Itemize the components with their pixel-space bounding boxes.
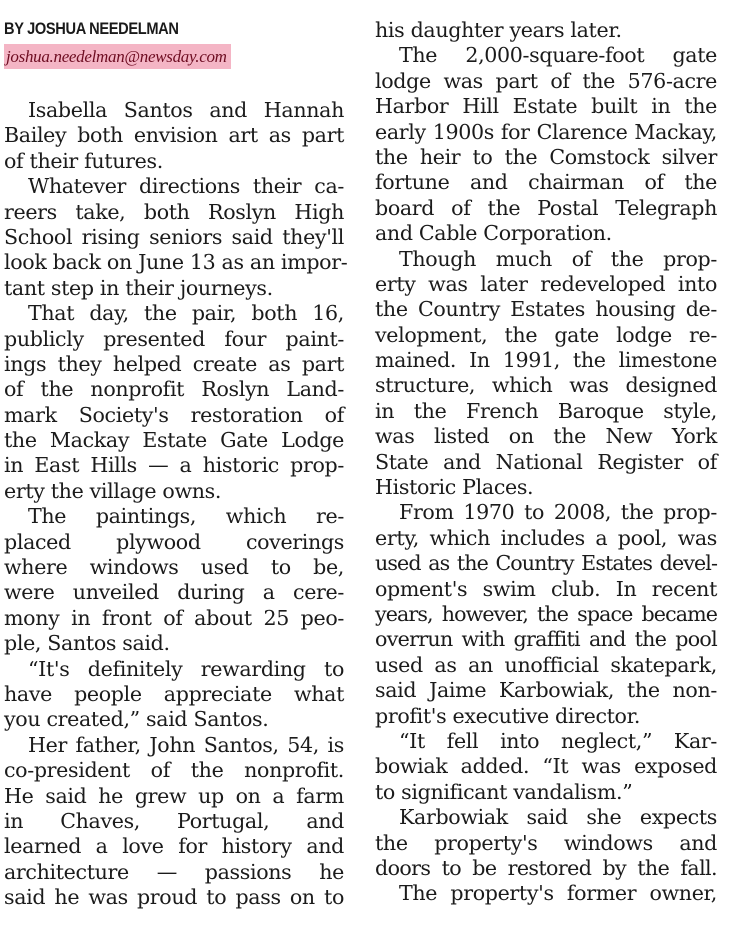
text-line: the Country Estates housing de- bbox=[375, 297, 717, 322]
text-line: reers take, both Roslyn High bbox=[4, 199, 344, 224]
text-line: were unveiled during a cere- bbox=[4, 580, 344, 605]
text-line: erty, which includes a pool, was bbox=[375, 525, 717, 550]
text-line: look back on June 13 as an impor- bbox=[4, 250, 348, 275]
text-line: Historic Places. bbox=[375, 475, 534, 500]
text-line: mony in front of about 25 peo- bbox=[4, 605, 344, 630]
text-line: ings they helped create as part bbox=[4, 351, 344, 376]
text-line: board of the Postal Telegraph bbox=[375, 195, 717, 220]
text-line: have people appreciate what bbox=[4, 681, 344, 706]
text-line: used as the Country Estates devel- bbox=[375, 551, 717, 576]
text-line: ple, Santos said. bbox=[4, 631, 170, 656]
article-column-right bbox=[375, 18, 717, 907]
text-line: and Cable Corporation. bbox=[375, 221, 612, 246]
byline-email-row bbox=[4, 43, 344, 71]
text-line: early 1900s for Clarence Mackay, bbox=[375, 119, 717, 144]
text-line: architecture — passions he bbox=[4, 859, 344, 884]
text-line: profit's executive director. bbox=[375, 703, 641, 728]
column-gutter bbox=[357, 0, 358, 930]
text-line: the heir to the Comstock silver bbox=[375, 144, 717, 169]
text-line: doors to be restored by the fall. bbox=[375, 855, 717, 880]
text-line: tant step in their journeys. bbox=[4, 275, 273, 300]
text-line: Karbowiak said she expects bbox=[399, 805, 717, 830]
text-line: opment's swim club. In recent bbox=[375, 576, 717, 601]
text-line: where windows used to be, bbox=[4, 555, 344, 580]
text-line: From 1970 to 2008, the prop- bbox=[399, 500, 717, 525]
text-line: in the French Baroque style, bbox=[375, 398, 717, 423]
text-line: structure, which was designed bbox=[375, 373, 717, 398]
text-line: co-president of the nonprofit. bbox=[4, 758, 344, 783]
text-line: The paintings, which re- bbox=[28, 504, 344, 529]
text-line: in East Hills — a historic prop- bbox=[4, 453, 344, 478]
text-line: That day, the pair, both 16, bbox=[28, 301, 344, 326]
text-line: Though much of the prop- bbox=[399, 246, 717, 271]
text-line: used as an unofficial skatepark, bbox=[375, 652, 717, 677]
text-line: bowiak added. “It was exposed bbox=[375, 754, 717, 779]
text-line: School rising seniors said they'll bbox=[4, 224, 344, 249]
text-line: you created,” said Santos. bbox=[4, 707, 269, 732]
text-line: was listed on the New York bbox=[375, 424, 717, 449]
text-line: erty the village owns. bbox=[4, 478, 222, 503]
text-line: of their futures. bbox=[4, 148, 163, 173]
byline: BY JOSHUA NEEDELMAN bbox=[4, 19, 179, 38]
text-line: The 2,000-square-foot gate bbox=[399, 43, 717, 68]
text-line: publicly presented four paint- bbox=[4, 326, 344, 351]
text-line: Harbor Hill Estate built in the bbox=[375, 94, 717, 119]
text-line: the property's windows and bbox=[375, 830, 717, 855]
text-line: to significant vandalism.” bbox=[375, 779, 633, 804]
text-line: Isabella Santos and Hannah bbox=[28, 98, 344, 122]
text-line: The property's former owner, bbox=[399, 881, 717, 906]
text-line: Her father, John Santos, 54, is bbox=[28, 732, 344, 757]
text-line: in Chaves, Portugal, and bbox=[4, 808, 344, 833]
text-line: velopment, the gate lodge re- bbox=[375, 322, 717, 347]
text-line: overrun with graffiti and the pool bbox=[375, 627, 717, 652]
author-email-link[interactable]: joshua.needelman@newsday.com bbox=[4, 44, 231, 69]
text-line: placed plywood coverings bbox=[4, 529, 344, 554]
text-line: Bailey both envision art as part bbox=[4, 123, 344, 148]
text-line: learned a love for history and bbox=[4, 834, 344, 859]
text-line: Whatever directions their ca- bbox=[28, 174, 344, 199]
text-line: “It fell into neglect,” Kar- bbox=[399, 728, 717, 753]
text-line: mained. In 1991, the limestone bbox=[375, 348, 717, 373]
text-line: fortune and chairman of the bbox=[375, 170, 717, 195]
text-line: his daughter years later. bbox=[375, 18, 622, 42]
spacer bbox=[4, 71, 344, 98]
text-line: mark Society's restoration of bbox=[4, 402, 344, 427]
text-line: He said he grew up on a farm bbox=[4, 783, 344, 808]
text-line: said he was proud to pass on to bbox=[4, 885, 344, 910]
text-line: the Mackay Estate Gate Lodge bbox=[4, 428, 344, 453]
text-line: said Jaime Karbowiak, the non- bbox=[375, 678, 717, 703]
article-column-left bbox=[4, 0, 348, 911]
text-line: years, however, the space became bbox=[375, 601, 717, 626]
text-line: lodge was part of the 576-acre bbox=[375, 68, 717, 93]
text-line: erty was later redeveloped into bbox=[375, 271, 717, 296]
text-line: “It's definitely rewarding to bbox=[28, 656, 344, 681]
text-line: State and National Register of bbox=[375, 449, 717, 474]
text-line: of the nonprofit Roslyn Land- bbox=[4, 377, 344, 402]
